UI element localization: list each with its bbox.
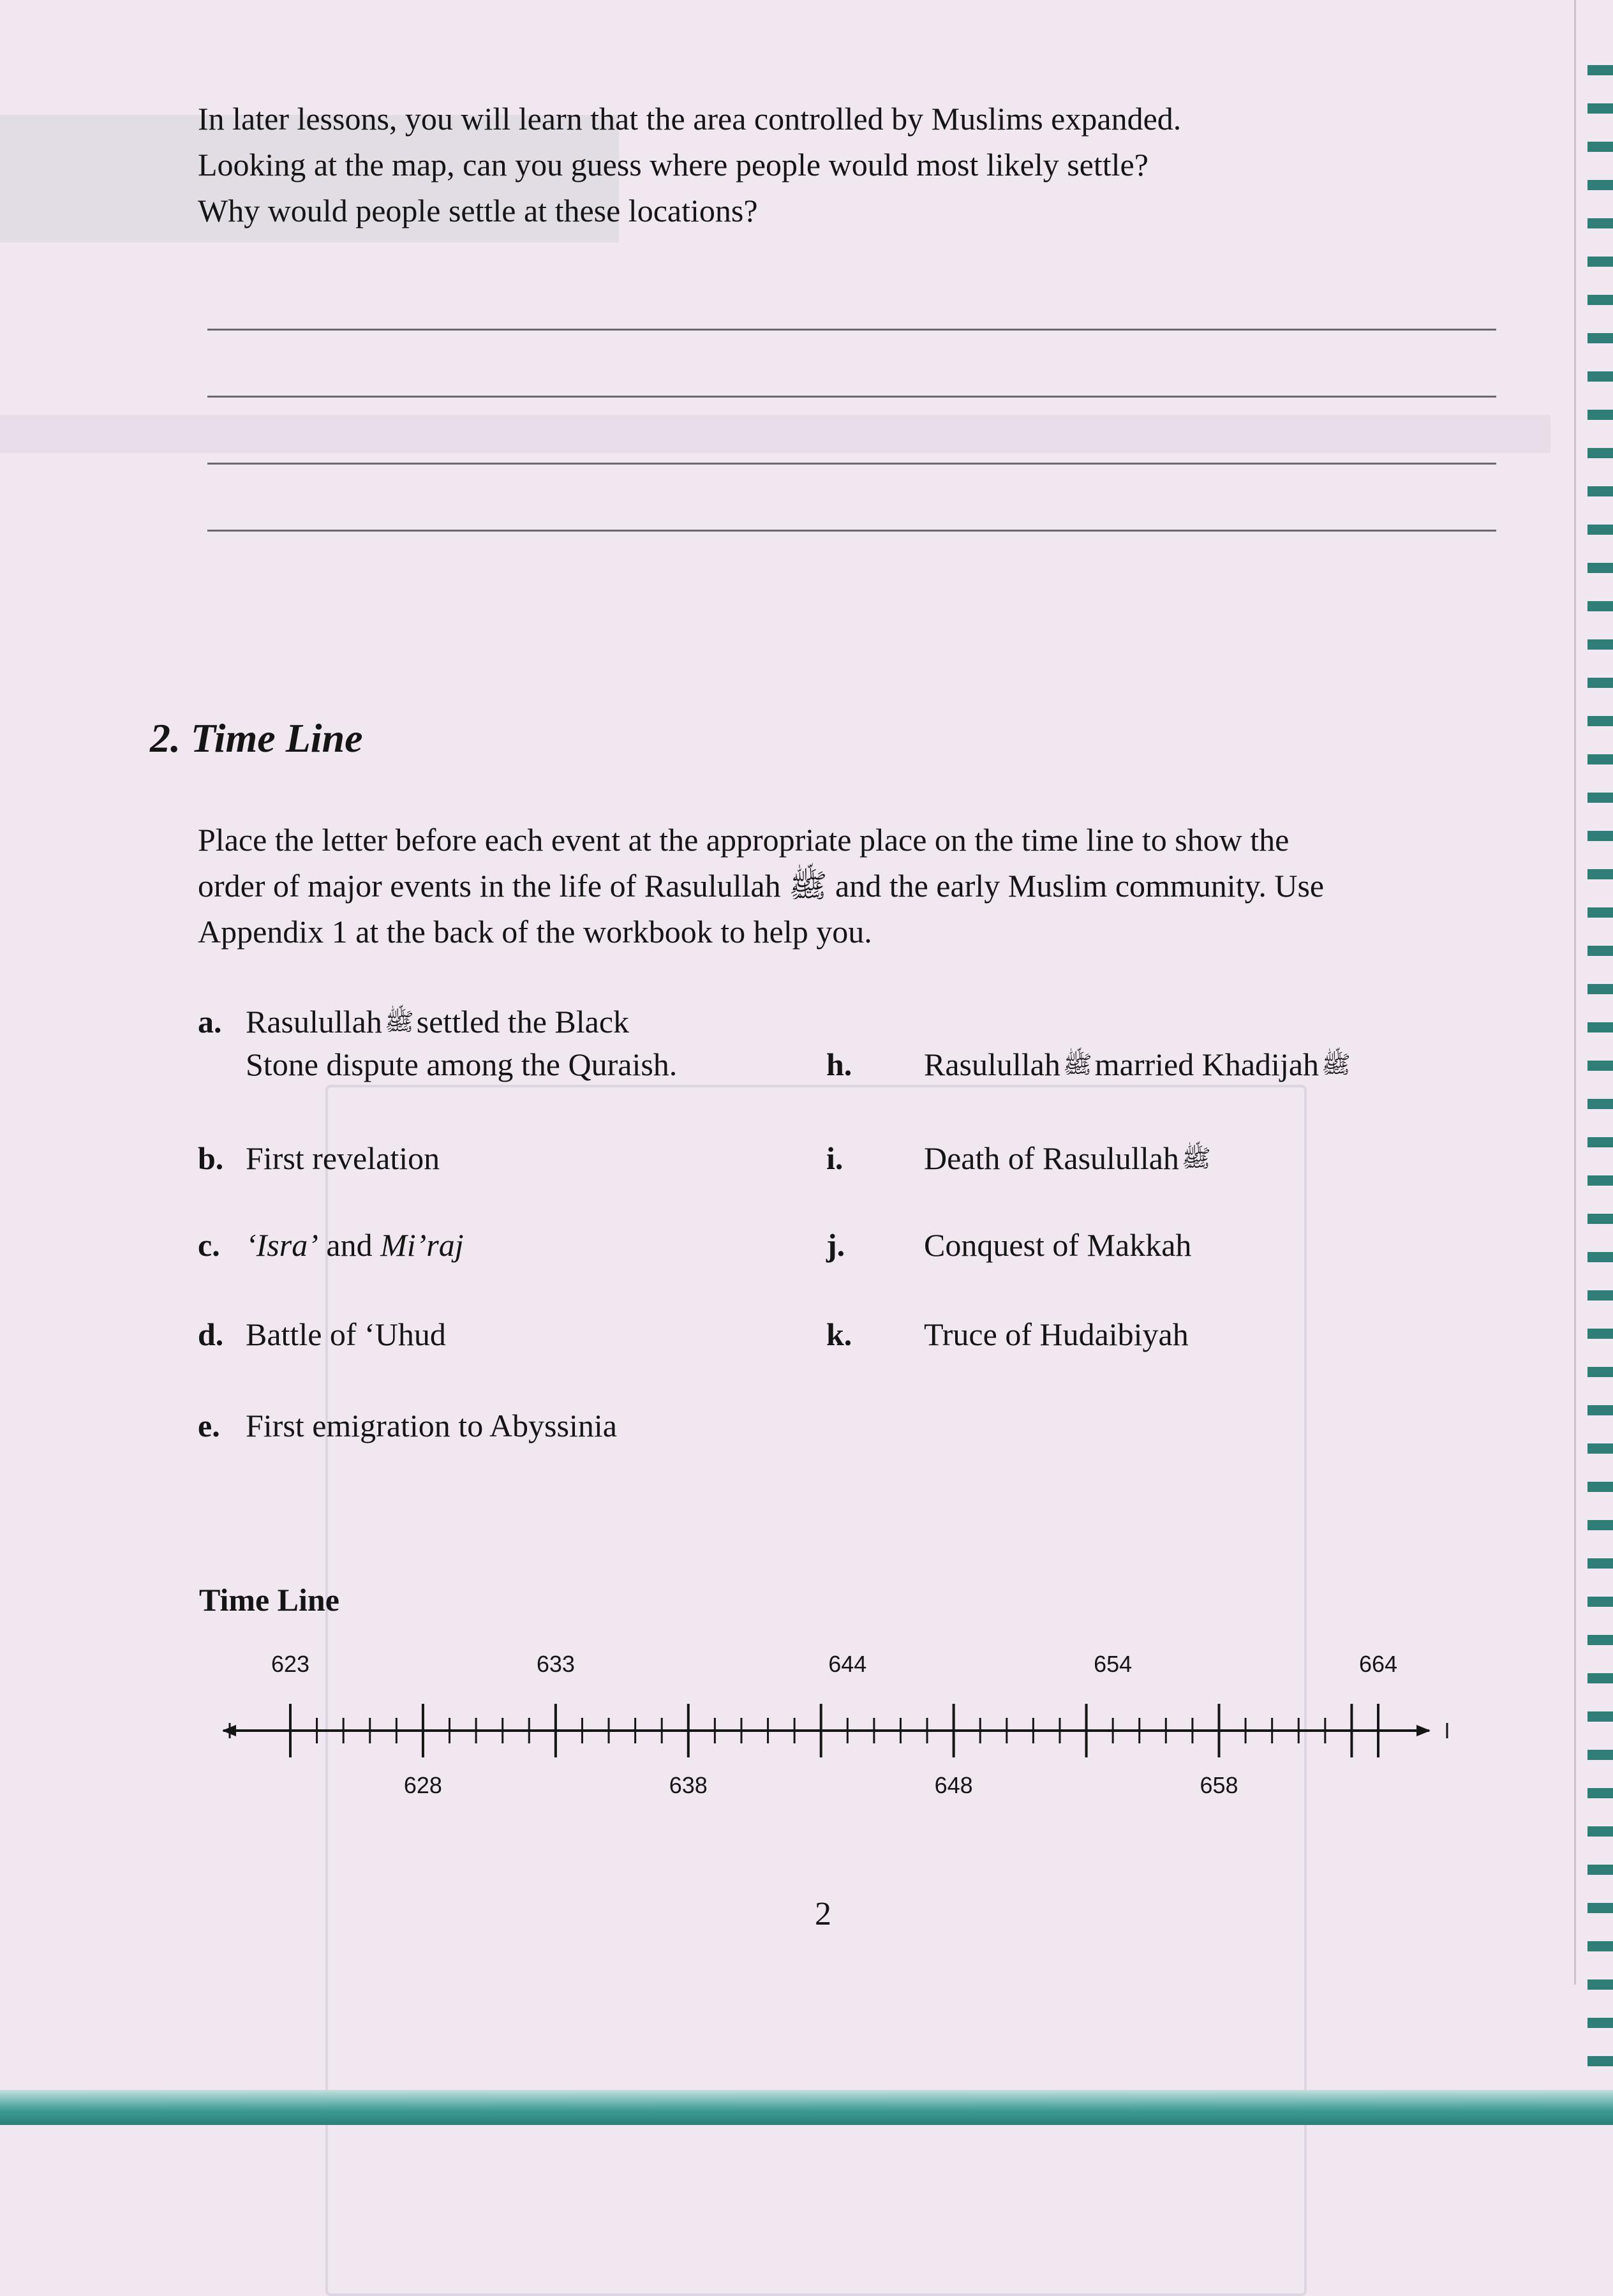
timeline-year-label: 623: [271, 1651, 310, 1677]
timeline-year-label: 633: [536, 1651, 575, 1677]
event-b: [198, 1138, 440, 1178]
timeline-year-label: 628: [403, 1772, 442, 1798]
event-i: [924, 1138, 1214, 1178]
pbuh-symbol: ﷺ: [1321, 1050, 1351, 1078]
intro-line: In later lessons, you will learn that the area controlled by Muslims expanded.: [198, 101, 1182, 137]
event-c: [198, 1225, 464, 1265]
timeline-year-label: 648: [934, 1772, 973, 1798]
answer-line[interactable]: [207, 463, 1496, 465]
instructions-line: order of major events in the life of Rasulullah ﷺ and the early Muslim community. Use: [198, 868, 1325, 904]
bleed-through-band: [0, 415, 1550, 453]
event-k: Truce of Hudaibiyah: [924, 1316, 1189, 1352]
pbuh-symbol: ﷺ: [1181, 1144, 1211, 1172]
pbuh-symbol: ﷺ: [384, 1008, 414, 1036]
event-j: Conquest of Makkah: [924, 1227, 1192, 1263]
event-text: married Khadijah: [1094, 1047, 1319, 1082]
answer-line[interactable]: [207, 530, 1496, 532]
cover-edge: [0, 2090, 1613, 2125]
event-text: First emigration to Abyssinia: [246, 1408, 617, 1443]
event-text: settled the Black: [416, 1004, 630, 1040]
event-letter: i.: [826, 1140, 844, 1176]
event-d: [198, 1315, 446, 1354]
instructions-line: Appendix 1 at the back of the workbook to help you.: [198, 914, 872, 950]
intro-paragraph: [198, 96, 1506, 234]
event-letter: h.: [826, 1047, 852, 1082]
event-h: [924, 1045, 1353, 1084]
timeline-year-label: 658: [1200, 1772, 1238, 1798]
answer-line[interactable]: [207, 396, 1496, 398]
timeline-title: Time Line: [199, 1582, 339, 1618]
event-a-continuation: Stone dispute among the Quraish.: [246, 1047, 678, 1082]
event-text-italic: Mi’raj: [380, 1227, 464, 1263]
event-letter: e.: [198, 1408, 220, 1443]
event-text: First revelation: [246, 1140, 440, 1176]
event-text: Rasulullah: [924, 1047, 1060, 1082]
event-text: and: [318, 1227, 381, 1263]
event-a: [198, 1002, 629, 1041]
section-title: 2. Time Line: [150, 715, 363, 761]
event-letter: c.: [198, 1227, 220, 1263]
event-letter: a.: [198, 1004, 222, 1040]
intro-line: Why would people settle at these locations?: [198, 193, 758, 228]
instructions-line: Place the letter before each event at the appropriate place on the time line to show the: [198, 822, 1290, 858]
pbuh-symbol: ﷺ: [1062, 1050, 1092, 1078]
intro-line: Looking at the map, can you guess where people would most likely settle?: [198, 147, 1148, 183]
timeline[interactable]: [0, 1634, 1613, 1800]
answer-line[interactable]: [207, 329, 1496, 331]
event-letter: j.: [826, 1227, 845, 1263]
timeline-year-label: 644: [828, 1651, 867, 1677]
page-number: 2: [815, 1896, 831, 1932]
event-letter: k.: [826, 1316, 852, 1352]
timeline-year-label: 654: [1094, 1651, 1133, 1677]
event-text-italic: ‘Isra’: [246, 1227, 318, 1263]
instructions-paragraph: [198, 817, 1506, 955]
timeline-arrow-right: [1416, 1725, 1431, 1736]
event-text: Death of Rasulullah: [924, 1140, 1179, 1176]
event-letter: d.: [198, 1316, 224, 1352]
event-e: [198, 1406, 617, 1445]
event-text: Rasulullah: [246, 1004, 382, 1040]
timeline-year-label: 638: [669, 1772, 708, 1798]
timeline-year-label: 664: [1358, 1651, 1398, 1677]
event-text: Battle of ‘Uhud: [246, 1316, 446, 1352]
event-letter: b.: [198, 1140, 224, 1176]
